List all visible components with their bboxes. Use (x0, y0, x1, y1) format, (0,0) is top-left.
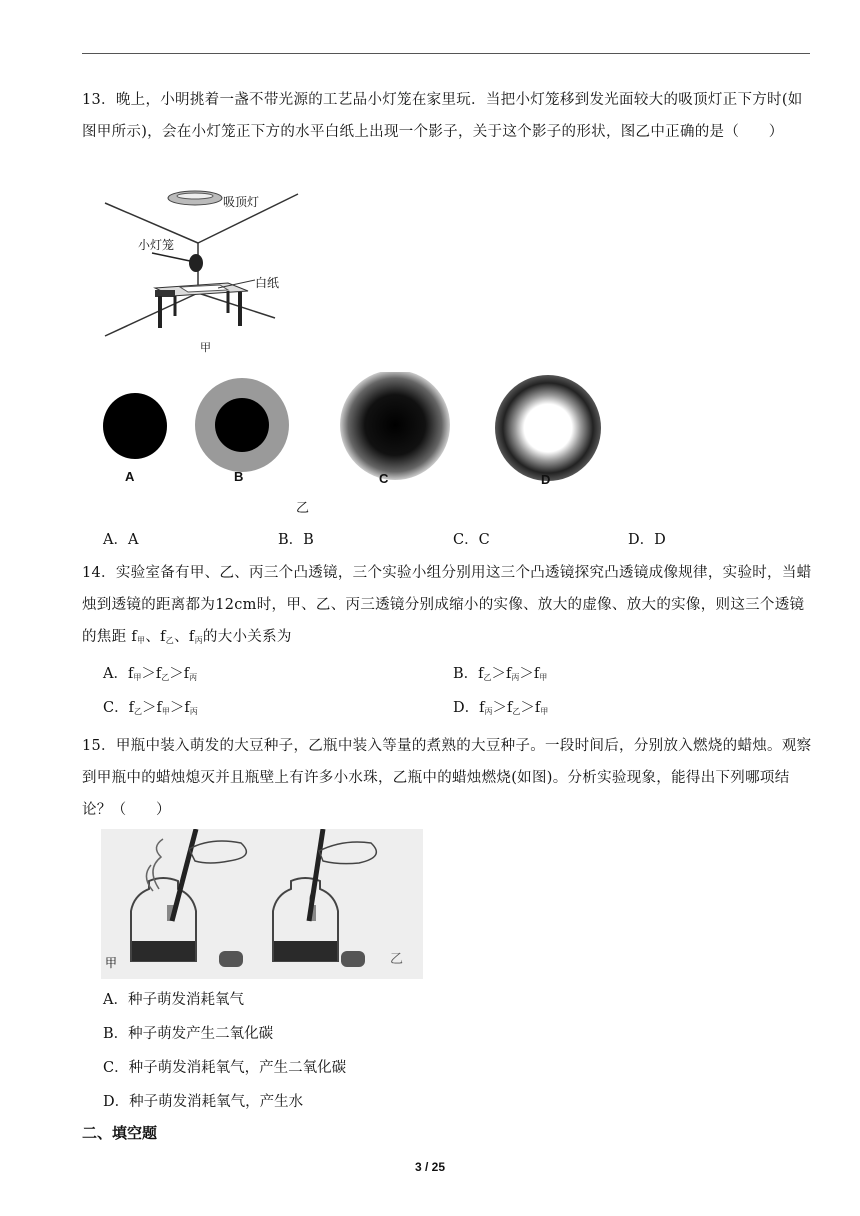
caption-jia: 甲 (200, 342, 211, 354)
q13-option-b[interactable]: B．B (278, 532, 314, 548)
caption-jar-right: 乙 (390, 951, 404, 966)
figure-jia-room (100, 188, 300, 358)
label-shadow-b: B (234, 469, 244, 484)
header-rule (82, 53, 810, 54)
q14-option-c[interactable]: C．$f_乙>f_甲>f_丙$ (103, 700, 198, 716)
page-number: 3 / 25 (414, 1160, 446, 1174)
q13-text: 13．晚上，小明挑着一盏不带光源的工艺品小灯笼在家里玩．当把小灯笼移到发光面较大的吸顶灯正下方时(如图甲所示)，会在小灯笼正下方的水平白纸上出现一个影子，关于这个影子的形状，图乙中正确的是（ ） (82, 92, 803, 140)
label-lamp: 吸顶灯 (223, 195, 260, 209)
q14-text: 14．实验室备有甲、乙、丙三个凸透镜，三个实验小组分别用这三个凸透镜探究凸透镜成像规律，实验时，当蜡烛到透镜的距离都为12cm时，甲、乙、丙三透镜分别成缩小的实像、放大的虚像、放大的实像，则这三个透镜的焦距 $f_甲$、$f_乙$、$f_丙$的大小关系为 (82, 565, 812, 645)
q13-option-d[interactable]: D．D (628, 532, 666, 548)
q13-option-a[interactable]: A．A (103, 532, 139, 548)
label-lantern: 小灯笼 (138, 238, 175, 252)
q14-tail: 的大小关系为 (202, 629, 292, 645)
label-shadow-d: D (541, 472, 551, 487)
label-shadow-c: C (379, 471, 389, 486)
q14-option-d[interactable]: D．$f_丙>f_乙>f_甲$ (453, 700, 549, 716)
section-title: 二、填空题 (82, 1124, 158, 1142)
q15-text: 15．甲瓶中装入萌发的大豆种子，乙瓶中装入等量的煮熟的大豆种子。一段时间后，分别放入燃烧的蜡烛。观察到甲瓶中的蜡烛熄灭并且瓶壁上有许多小水珠，乙瓶中的蜡烛燃烧(如图)。分析实验现象，能得出下列哪项结论？（ ） (82, 738, 812, 818)
q14-stem: 14．实验室备有甲、乙、丙三个凸透镜，三个实验小组分别用这三个凸透镜探究凸透镜成像规律，实验时，当蜡烛到透镜的距离都为12cm时，甲、乙、丙三透镜分别成缩小的实像、放大的虚像、放大的实像，则这三个透镜的焦距 (82, 565, 812, 645)
shadow-b-inner (215, 398, 269, 452)
q15-option-a[interactable]: A．种子萌发消耗氧气 (103, 992, 244, 1008)
shadow-d (495, 375, 601, 481)
shadow-c (340, 372, 450, 480)
figure-yi-shadows (95, 372, 615, 482)
caption-yi: 乙 (296, 500, 310, 515)
q15-option-b[interactable]: B．种子萌发产生二氧化碳 (103, 1026, 274, 1042)
label-shadow-a: A (125, 469, 135, 484)
q15-option-c[interactable]: C．种子萌发消耗氧气，产生二氧化碳 (103, 1060, 347, 1076)
figure-jars (101, 829, 423, 979)
shadow-a (103, 393, 167, 459)
q14-option-a[interactable]: A．$f_甲>f_乙>f_丙$ (103, 666, 198, 682)
q15-option-d[interactable]: D．种子萌发消耗氧气，产生水 (103, 1094, 304, 1110)
caption-jar-left: 甲 (105, 956, 118, 970)
q14-option-b[interactable]: B．$f_乙>f_丙>f_甲$ (453, 666, 548, 682)
label-paper: 白纸 (255, 276, 280, 290)
q13-option-c[interactable]: C．C (453, 532, 490, 548)
